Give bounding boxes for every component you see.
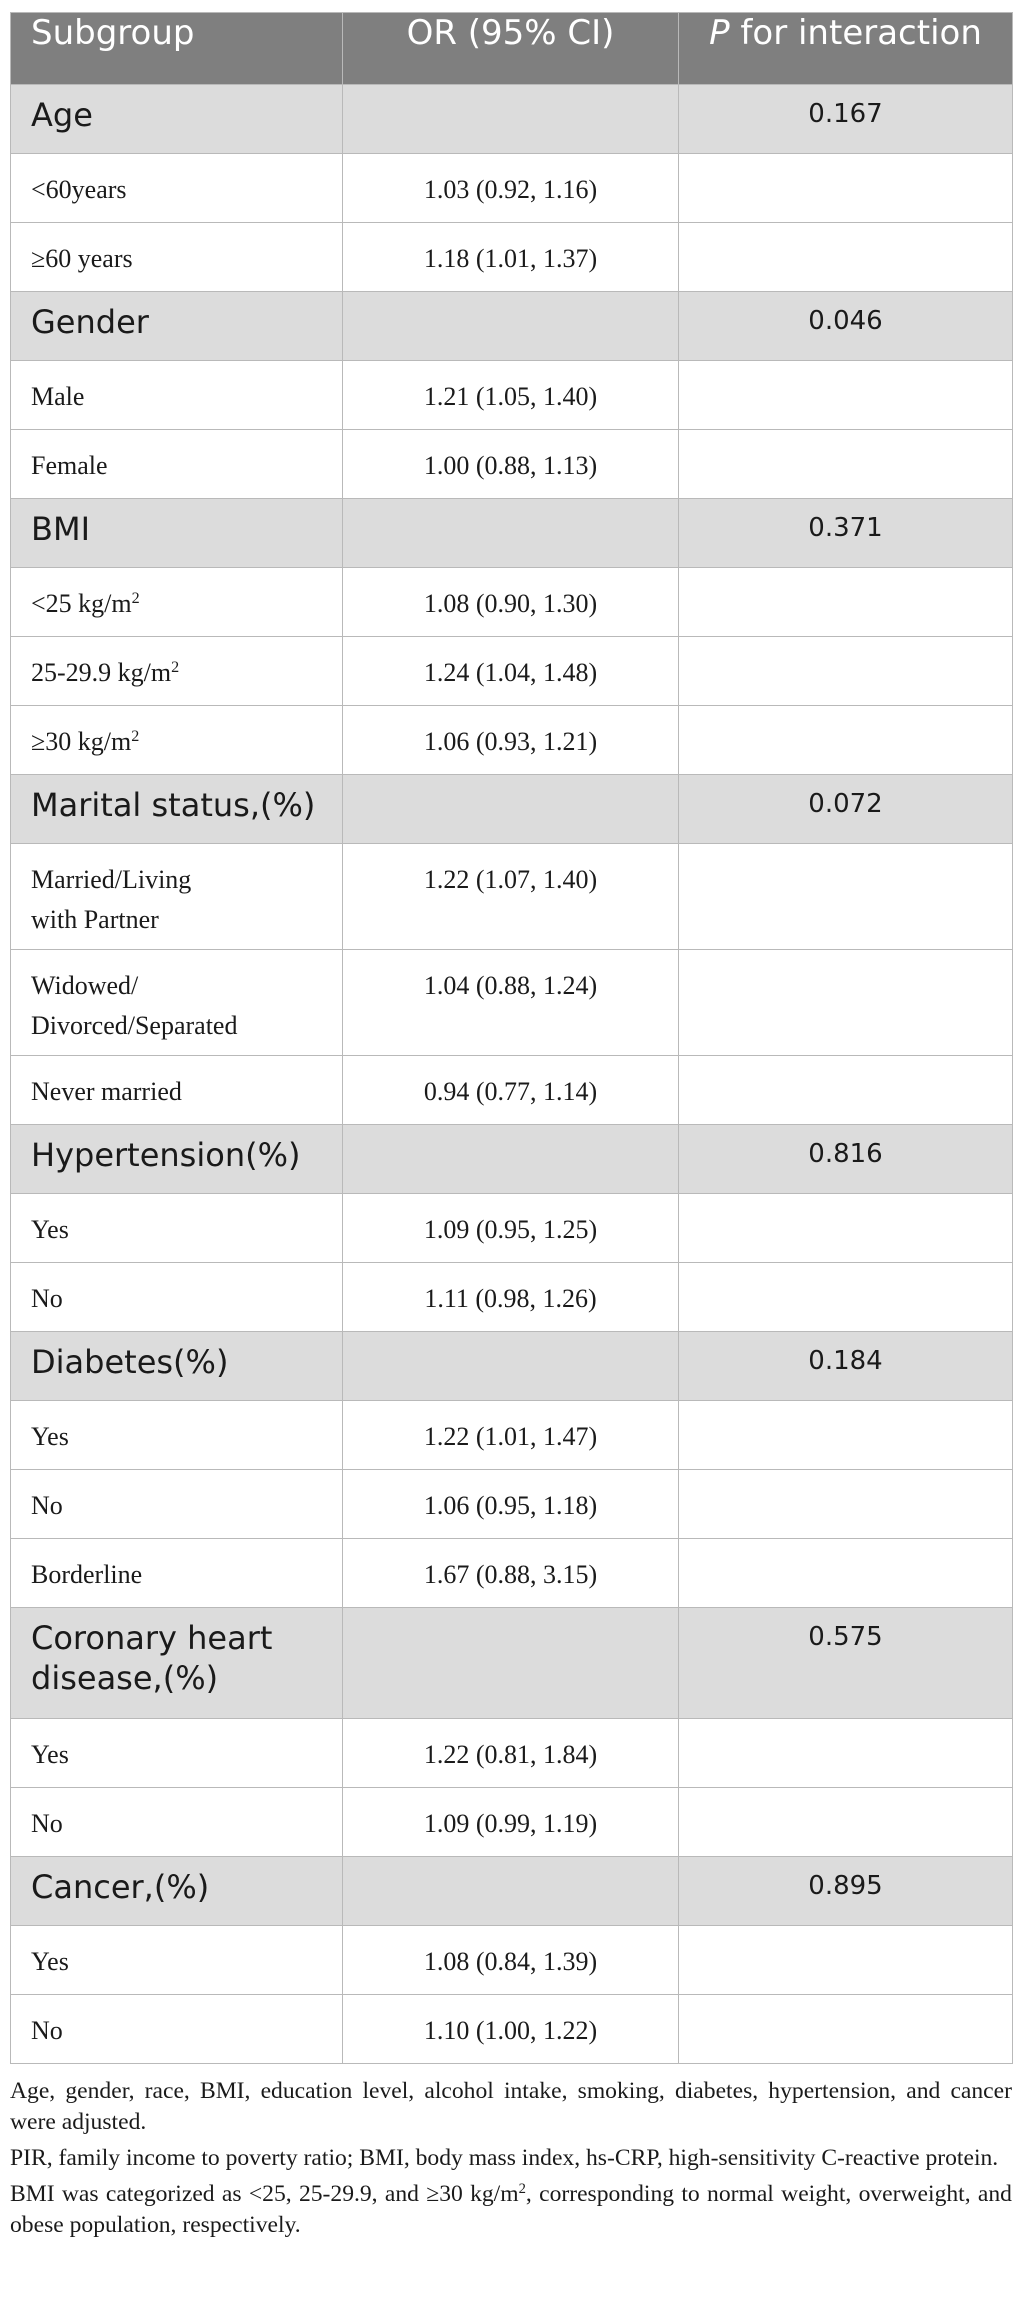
group-row (11, 1608, 1013, 1719)
row-or: 1.10 (1.00, 1.22) (343, 1995, 679, 2064)
group-name: Hypertension(%) (11, 1125, 343, 1194)
row-or: 1.03 (0.92, 1.16) (343, 154, 679, 223)
group-name: Marital status,(%) (11, 775, 343, 844)
row-label-cell (11, 637, 343, 706)
row-p-empty (679, 1401, 1013, 1470)
group-p-value: 0.895 (679, 1857, 1013, 1926)
row-label: Yes (11, 1401, 343, 1470)
row-label: <60years (11, 154, 343, 223)
group-p-value: 0.072 (679, 775, 1013, 844)
table-row (11, 1719, 1013, 1788)
table-row (11, 1926, 1013, 1995)
row-p-empty (679, 1788, 1013, 1857)
table-row (11, 568, 1013, 637)
group-name-cell (11, 1608, 343, 1719)
row-p-empty (679, 223, 1013, 292)
group-p-value: 0.371 (679, 499, 1013, 568)
group-or-empty (343, 1125, 679, 1194)
table-row (11, 1995, 1013, 2064)
row-label: Widowed/ (31, 971, 139, 1000)
group-row (11, 85, 1013, 154)
table-row (11, 154, 1013, 223)
superscript: 2 (518, 2180, 526, 2197)
row-or: 1.08 (0.84, 1.39) (343, 1926, 679, 1995)
row-label: No (11, 1995, 343, 2064)
footnote-abbreviations: PIR, family income to poverty ratio; BMI, body mass index, hs-CRP, high-sensitivity C-reactive protein. (10, 2145, 999, 2171)
group-name-line2: disease,(%) (31, 1659, 219, 1697)
group-row (11, 292, 1013, 361)
row-label-line2: Divorced/Separated (31, 1011, 238, 1040)
row-p-empty (679, 844, 1013, 950)
group-p-value: 0.167 (679, 85, 1013, 154)
row-p-empty (679, 1263, 1013, 1332)
row-or: 1.09 (0.95, 1.25) (343, 1194, 679, 1263)
row-p-empty (679, 950, 1013, 1056)
header-subgroup: Subgroup (11, 13, 343, 85)
row-label: ≥60 years (11, 223, 343, 292)
row-or: 1.24 (1.04, 1.48) (343, 637, 679, 706)
row-or: 1.06 (0.95, 1.18) (343, 1470, 679, 1539)
row-label: Borderline (11, 1539, 343, 1608)
group-row (11, 499, 1013, 568)
row-label-cell (11, 950, 343, 1056)
superscript: 2 (131, 590, 140, 608)
row-or: 1.00 (0.88, 1.13) (343, 430, 679, 499)
group-p-value: 0.184 (679, 1332, 1013, 1401)
row-label: Female (11, 430, 343, 499)
row-p-empty (679, 154, 1013, 223)
group-or-empty (343, 1857, 679, 1926)
subgroup-table (10, 12, 1013, 2064)
header-or: OR (95% CI) (343, 13, 679, 85)
header-p-italic: P (709, 13, 730, 53)
row-label-cell (11, 706, 343, 775)
group-or-empty (343, 85, 679, 154)
row-or: 1.67 (0.88, 3.15) (343, 1539, 679, 1608)
table-row (11, 1194, 1013, 1263)
table-row (11, 706, 1013, 775)
footnote-bmi-categories (10, 2179, 1012, 2241)
table-container (10, 12, 1012, 2246)
row-or: 1.09 (0.99, 1.19) (343, 1788, 679, 1857)
table-row (11, 1401, 1013, 1470)
row-p-empty (679, 430, 1013, 499)
table-footnotes (10, 2076, 1012, 2241)
row-p-empty (679, 1194, 1013, 1263)
row-label: Married/Living (31, 865, 192, 894)
table-row (11, 950, 1013, 1056)
row-label: Yes (11, 1719, 343, 1788)
row-label: No (11, 1788, 343, 1857)
group-row (11, 1857, 1013, 1926)
row-label-cell (11, 844, 343, 950)
group-or-empty (343, 1608, 679, 1719)
row-or: 1.22 (0.81, 1.84) (343, 1719, 679, 1788)
superscript: 2 (171, 659, 180, 677)
group-row (11, 1332, 1013, 1401)
row-p-empty (679, 706, 1013, 775)
table-row (11, 1470, 1013, 1539)
group-or-empty (343, 1332, 679, 1401)
table-row (11, 361, 1013, 430)
row-or: 0.94 (0.77, 1.14) (343, 1056, 679, 1125)
footnote-bmi-text-a: BMI was categorized as <25, 25-29.9, and ≥30 kg/m (10, 2181, 519, 2207)
group-or-empty (343, 499, 679, 568)
table-row (11, 844, 1013, 950)
row-or: 1.22 (1.01, 1.47) (343, 1401, 679, 1470)
row-p-empty (679, 1539, 1013, 1608)
row-label: ≥30 kg/m (31, 727, 132, 756)
header-row (11, 13, 1013, 85)
row-p-empty (679, 1056, 1013, 1125)
group-p-value: 0.816 (679, 1125, 1013, 1194)
row-label-cell (11, 568, 343, 637)
row-p-empty (679, 1926, 1013, 1995)
row-or: 1.04 (0.88, 1.24) (343, 950, 679, 1056)
group-or-empty (343, 292, 679, 361)
row-p-empty (679, 1995, 1013, 2064)
group-name: Gender (11, 292, 343, 361)
group-name: BMI (11, 499, 343, 568)
footnote-adjusted: Age, gender, race, BMI, education level, alcohol intake, smoking, diabetes, hypertension, and cancer were adjusted. (10, 2078, 1012, 2135)
row-label: Yes (11, 1194, 343, 1263)
group-row (11, 1125, 1013, 1194)
row-label: 25-29.9 kg/m (31, 658, 172, 687)
table-row (11, 637, 1013, 706)
row-label: <25 kg/m (31, 589, 132, 618)
group-name: Cancer,(%) (11, 1857, 343, 1926)
row-label: No (11, 1263, 343, 1332)
row-label: No (11, 1470, 343, 1539)
row-p-empty (679, 568, 1013, 637)
row-or: 1.06 (0.93, 1.21) (343, 706, 679, 775)
table-row (11, 223, 1013, 292)
table-row (11, 430, 1013, 499)
group-row (11, 775, 1013, 844)
header-p-interaction (679, 13, 1013, 85)
row-label-line2: with Partner (31, 905, 159, 934)
group-or-empty (343, 775, 679, 844)
row-or: 1.11 (0.98, 1.26) (343, 1263, 679, 1332)
row-p-empty (679, 1470, 1013, 1539)
row-label: Yes (11, 1926, 343, 1995)
table-row (11, 1788, 1013, 1857)
group-name: Diabetes(%) (11, 1332, 343, 1401)
row-or: 1.21 (1.05, 1.40) (343, 361, 679, 430)
table-row (11, 1263, 1013, 1332)
row-label: Never married (11, 1056, 343, 1125)
row-or: 1.22 (1.07, 1.40) (343, 844, 679, 950)
row-label: Male (11, 361, 343, 430)
row-or: 1.18 (1.01, 1.37) (343, 223, 679, 292)
group-p-value: 0.575 (679, 1608, 1013, 1719)
header-p-rest: for interaction (729, 13, 982, 53)
superscript: 2 (131, 728, 140, 746)
table-row (11, 1539, 1013, 1608)
group-p-value: 0.046 (679, 292, 1013, 361)
row-or: 1.08 (0.90, 1.30) (343, 568, 679, 637)
row-p-empty (679, 637, 1013, 706)
group-name: Coronary heart (31, 1619, 273, 1657)
row-p-empty (679, 361, 1013, 430)
row-p-empty (679, 1719, 1013, 1788)
group-name: Age (11, 85, 343, 154)
footnote-bmi-text-b: , corresponding to normal weight, overweight, and obese population, respectively. (10, 2181, 1012, 2238)
table-row (11, 1056, 1013, 1125)
